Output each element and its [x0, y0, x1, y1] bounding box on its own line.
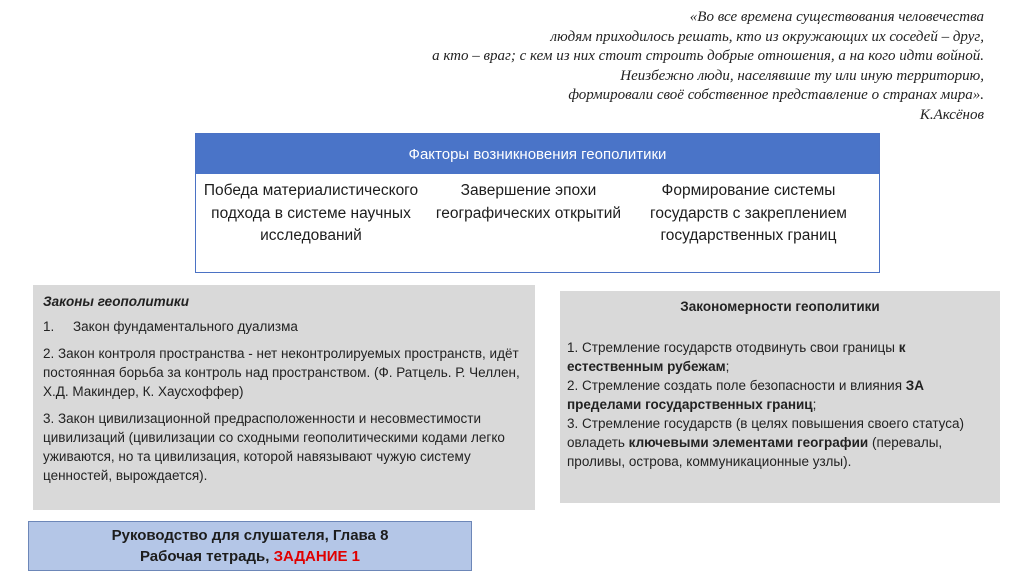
quote-line: Неизбежно люди, населявшие ту или иную территорию,	[620, 67, 984, 84]
laws-title: Законы геополитики	[43, 294, 189, 309]
factor-state-system: Формирование системы государств с закреплением государственных границ	[650, 182, 847, 244]
factors-row	[196, 174, 879, 248]
quote-line: людям приходилось решать, кто из окружающих их соседей – друг,	[550, 28, 984, 45]
guide-line	[29, 546, 471, 567]
regularities-box	[560, 291, 1000, 503]
quote-line: формировали своё собственное представление о странах мира».	[568, 87, 984, 103]
regularity-text: ;	[725, 359, 730, 374]
law-item	[43, 317, 525, 336]
factor-discoveries: Завершение эпохи географических открытий	[435, 182, 622, 222]
regularity-text: 1. Стремление государств отодвинуть свои границы	[567, 340, 899, 355]
quote-line: «Во все времена существования человечества	[689, 9, 984, 25]
quote-line: а кто – враг; с кем из них стоит строить добрые отношения, а на кого идти войной.	[432, 48, 984, 64]
quote-author: К.Аксёнов	[919, 106, 984, 123]
law-item: 2. Закон контроля пространства - нет неконтролируемых пространств, идёт постоянная борьба за контроль над пространством. (Ф. Ратцель. Р. Челлен, Х.Д. Макиндер, К. Хаусхоффер)	[43, 346, 520, 399]
guide-line: Руководство для слушателя, Глава 8	[111, 527, 389, 544]
law-item: 3. Закон цивилизационной предрасположенности и несовместимости цивилизаций (цивилизации со сходными геополитическими кодами легко уживаются, но та цивилизация, которой навязывают чужую систему ценностей, вырождается).	[43, 411, 505, 483]
regularity-emphasis: ЗА пределами государственных границ	[567, 378, 924, 412]
regularity-text: 2. Стремление создать поле безопасности и влияния	[567, 378, 906, 393]
regularity-emphasis: ключевыми элементами географии	[628, 435, 869, 450]
regularity-emphasis: к естественным рубежам	[567, 340, 906, 374]
laws-box	[33, 285, 535, 510]
regularity-text: (перевалы, проливы, острова, коммуникационные узлы).	[567, 435, 943, 469]
law-number: 1.	[43, 319, 55, 334]
regularity-list	[567, 338, 993, 471]
guide-workbook: Рабочая тетрадь,	[139, 548, 274, 565]
law-text: Закон фундаментального дуализма	[73, 319, 298, 334]
regularities-title: Закономерности геополитики	[680, 299, 880, 314]
factors-table	[195, 133, 880, 273]
factor-materialism: Победа материалистического подхода в системе научных исследований	[203, 182, 419, 244]
regularity-text: ;	[812, 397, 817, 412]
epigraph-quote	[284, 8, 984, 125]
factors-header: Факторы возникновения геополитики	[196, 134, 879, 174]
regularity-text: 3. Стремление государств (в целях повышения своего статуса) овладеть	[567, 416, 965, 450]
guide-task: ЗАДАНИЕ 1	[273, 548, 361, 565]
guide-box	[28, 521, 472, 571]
